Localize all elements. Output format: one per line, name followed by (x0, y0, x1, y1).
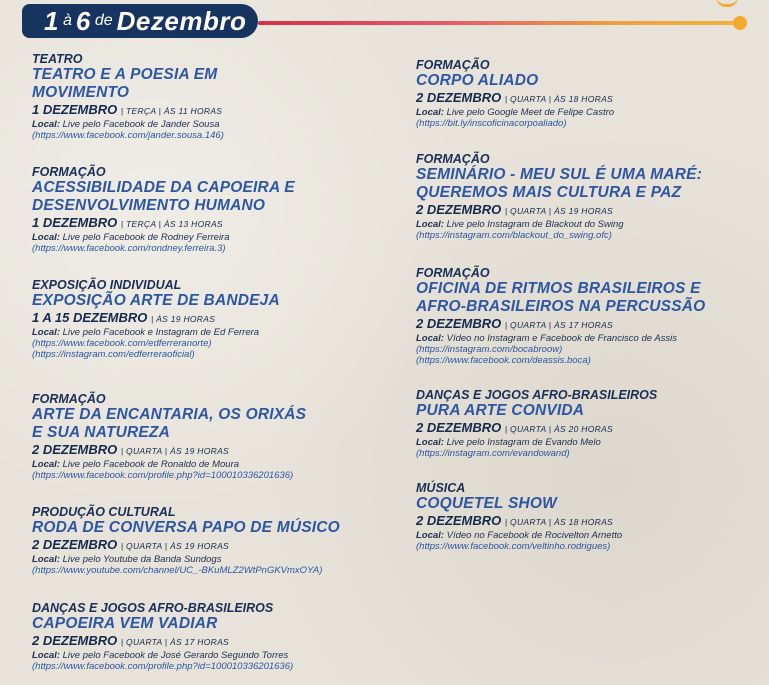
event-title: TEATRO E A POESIA EM (32, 66, 218, 83)
event-title: E SUA NATUREZA (32, 424, 170, 441)
event-title: CORPO ALIADO (416, 72, 539, 89)
event-item (416, 388, 657, 459)
event-title: DESENVOLVIMENTO HUMANO (32, 197, 266, 214)
date-range-badge (22, 4, 258, 38)
event-date: 2 DEZEMBRO (416, 420, 502, 435)
event-link[interactable]: (https://instagram.com/bocabroow) (416, 344, 563, 355)
event-location-label: Local: (416, 333, 444, 344)
event-link[interactable]: (https://www.facebook.com/veltinho.rodrigues) (416, 541, 611, 552)
event-location-text: Vídeo no Instagram e Facebook de Francisco de Assis (446, 333, 678, 344)
event-location-label: Local: (32, 650, 60, 661)
event-link[interactable]: (https://instagram.com/evandowand) (416, 448, 570, 459)
event-location-text: Live pelo Facebook de Jander Sousa (62, 119, 220, 130)
event-link[interactable]: (https://www.facebook.com/edferreranorte) (32, 338, 212, 349)
event-category: FORMAÇÃO (416, 266, 490, 280)
event-category: FORMAÇÃO (416, 58, 490, 72)
date-end: 6 (75, 5, 91, 36)
event-location (32, 554, 340, 565)
header-dot (733, 16, 747, 30)
event-date-line (32, 310, 280, 327)
event-title: PURA ARTE CONVIDA (416, 402, 585, 419)
event-date: 2 DEZEMBRO (32, 442, 118, 457)
event-location-text: Live pelo Instagram de Evando Melo (446, 437, 601, 448)
event-meta: | ÀS 19 HORAS (150, 314, 216, 324)
event-meta: | QUARTA | ÀS 17 HORAS (504, 320, 614, 330)
event-location-label: Local: (32, 554, 60, 565)
event-category: EXPOSIÇÃO INDIVIDUAL (32, 278, 182, 292)
event-location (416, 437, 657, 448)
event-location-text: Live pelo Facebook de Ronaldo de Moura (62, 459, 240, 470)
event-date-line (416, 202, 702, 219)
event-location-text: Vídeo no Facebook de Rocivelton Arnetto (446, 530, 623, 541)
event-item (32, 392, 306, 481)
event-meta: | TERÇA | ÀS 13 HORAS (120, 219, 223, 229)
event-title: RODA DE CONVERSA PAPO DE MÚSICO (32, 519, 340, 536)
event-location (416, 219, 702, 230)
event-item (416, 481, 622, 552)
event-link[interactable]: (https://bit.ly/inscoficinacorpoaliado) (416, 118, 567, 129)
event-meta: | QUARTA | ÀS 19 HORAS (120, 541, 230, 551)
event-meta: | QUARTA | ÀS 20 HORAS (504, 424, 614, 434)
event-location-label: Local: (32, 459, 60, 470)
event-category: PRODUÇÃO CULTURAL (32, 505, 176, 519)
event-category: DANÇAS E JOGOS AFRO-BRASILEIROS (32, 601, 274, 615)
event-item (416, 266, 705, 366)
event-title: ARTE DA ENCANTARIA, OS ORIXÁS (32, 406, 307, 423)
event-category: DANÇAS E JOGOS AFRO-BRASILEIROS (416, 388, 658, 402)
event-date: 2 DEZEMBRO (32, 537, 118, 552)
event-date: 2 DEZEMBRO (416, 316, 502, 331)
event-item (416, 58, 614, 129)
date-start: 1 (44, 5, 59, 36)
event-title: ACESSIBILIDADE DA CAPOEIRA E (32, 179, 295, 196)
event-meta: | QUARTA | ÀS 17 HORAS (120, 637, 230, 647)
event-date-line (32, 102, 224, 119)
event-location-text: Live pelo Instagram de Blackout do Swing (446, 219, 624, 230)
event-meta: | QUARTA | ÀS 18 HORAS (504, 94, 614, 104)
event-item (32, 601, 293, 672)
date-de: de (94, 12, 113, 29)
event-date: 2 DEZEMBRO (416, 513, 502, 528)
event-location (32, 119, 224, 130)
event-link[interactable]: (https://www.facebook.com/jander.sousa.146) (32, 130, 224, 141)
event-date-line (32, 442, 306, 459)
event-date: 1 DEZEMBRO (32, 102, 118, 117)
event-location (416, 530, 622, 541)
event-item (32, 165, 295, 254)
event-date: 1 A 15 DEZEMBRO (32, 310, 148, 325)
event-date-line (416, 513, 622, 530)
event-date-line (32, 537, 340, 554)
event-link[interactable]: (https://www.facebook.com/profile.php?id=100010336201636) (32, 470, 294, 481)
event-meta: | TERÇA | ÀS 11 HORAS (120, 106, 223, 116)
header-bar (0, 0, 769, 40)
event-meta: | QUARTA | ÀS 19 HORAS (120, 446, 230, 456)
event-title: QUEREMOS MAIS CULTURA E PAZ (416, 184, 682, 201)
event-date: 2 DEZEMBRO (32, 633, 118, 648)
header-gradient-line (258, 21, 740, 25)
event-location (416, 333, 705, 344)
event-category: FORMAÇÃO (32, 392, 106, 406)
event-link[interactable]: (https://www.facebook.com/rondney.ferreira.3) (32, 243, 226, 254)
event-location-text: Live pelo Google Meet de Felipe Castro (446, 107, 615, 118)
event-location (32, 327, 280, 338)
event-category: FORMAÇÃO (416, 152, 490, 166)
event-location (32, 650, 293, 661)
event-link[interactable]: (https://instagram.com/blackout_do_swing.ofc) (416, 230, 612, 241)
event-location-label: Local: (32, 327, 60, 338)
event-location-label: Local: (32, 119, 60, 130)
event-date-line (416, 316, 705, 333)
event-link[interactable]: (https://www.facebook.com/profile.php?id=100010336201636) (32, 661, 294, 672)
event-date-line (32, 633, 293, 650)
event-category: TEATRO (32, 52, 83, 66)
event-location-label: Local: (416, 437, 444, 448)
event-date: 2 DEZEMBRO (416, 202, 502, 217)
event-location-text: Live pelo Facebook de José Gerardo Segundo Torres (62, 650, 289, 661)
event-category: FORMAÇÃO (32, 165, 106, 179)
event-link[interactable]: (https://www.facebook.com/deassis.boca) (416, 355, 591, 366)
event-location (32, 232, 295, 243)
event-title: MOVIMENTO (32, 84, 130, 101)
event-location-text: Live pelo Facebook de Rodney Ferreira (62, 232, 230, 243)
event-location-label: Local: (32, 232, 60, 243)
event-title: OFICINA DE RITMOS BRASILEIROS E (416, 280, 701, 297)
event-location-label: Local: (416, 107, 444, 118)
event-location-text: Live pelo Facebook e Instagram de Ed Ferrera (62, 327, 260, 338)
event-title: AFRO-BRASILEIROS NA PERCUSSÃO (416, 298, 706, 315)
event-link[interactable]: (https://www.youtube.com/channel/UC_-BKuMLZ2WtPnGKVmxOYA) (32, 565, 323, 576)
event-location-label: Local: (416, 530, 444, 541)
event-date: 1 DEZEMBRO (32, 215, 118, 230)
date-separator: à (62, 12, 72, 29)
event-item (416, 152, 702, 241)
event-title: SEMINÁRIO - MEU SUL É UMA MARÉ: (416, 166, 703, 183)
event-date-line (416, 90, 614, 107)
event-title: EXPOSIÇÃO ARTE DE BANDEJA (32, 292, 280, 309)
swoosh-decoration (716, 0, 738, 7)
event-item (32, 278, 280, 360)
event-location (32, 459, 306, 470)
event-meta: | QUARTA | ÀS 19 HORAS (504, 206, 614, 216)
event-category: MÚSICA (416, 481, 466, 495)
event-link[interactable]: (https://instagram.com/edferreraoficial) (32, 349, 195, 360)
event-title: COQUETEL SHOW (416, 495, 557, 512)
event-location (416, 107, 614, 118)
event-item (32, 52, 224, 141)
event-item (32, 505, 340, 576)
event-location-text: Live pelo Youtube da Banda Sundogs (62, 554, 222, 565)
event-meta: | QUARTA | ÀS 18 HORAS (504, 517, 614, 527)
date-month: Dezembro (116, 5, 247, 36)
event-title: CAPOEIRA VEM VADIAR (32, 615, 218, 632)
event-location-label: Local: (416, 219, 444, 230)
event-date-line (32, 215, 295, 232)
event-date-line (416, 420, 657, 437)
event-date: 2 DEZEMBRO (416, 90, 502, 105)
